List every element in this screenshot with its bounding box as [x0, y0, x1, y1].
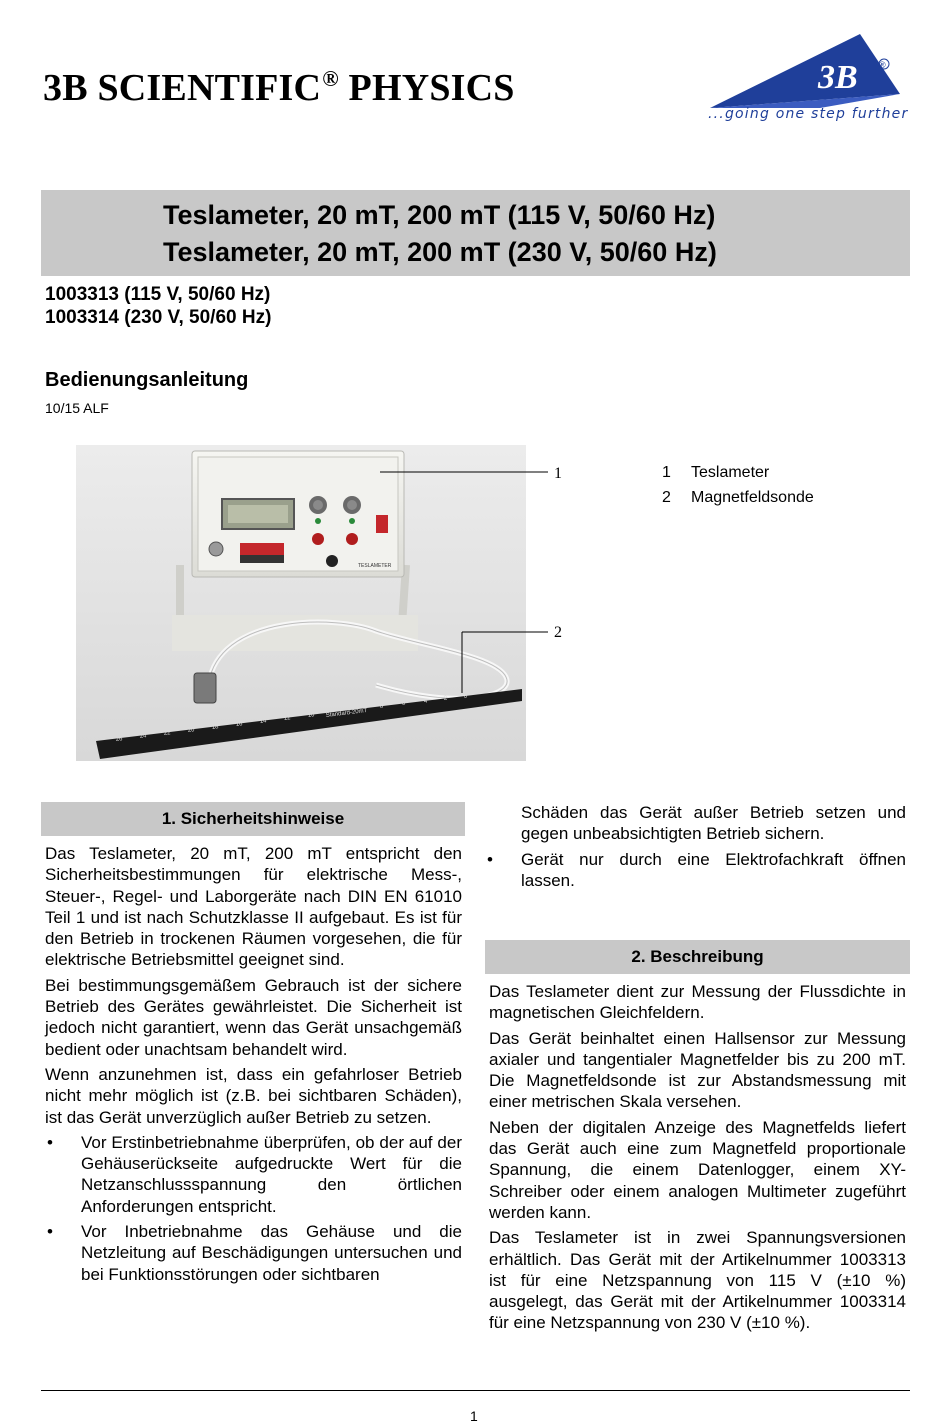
paragraph: Neben der digitalen Anzeige des Magnetfelds liefert das Gerät auch eine zum Magnetfeld proportionale Spannung, die einem Datenlogger, einem XY-Schreiber oder einem analogen Multimeter zugeführt werden kann. — [489, 1117, 906, 1222]
section-heading-safety: 1. Sicherheitshinweise — [41, 802, 465, 836]
paragraph: Wenn anzunehmen ist, dass ein gefahrloser Betrieb nicht mehr möglich ist (z.B. bei sichtbaren Schäden), ist das Gerät unverzüglich außer Betrieb zu setzen. — [45, 1064, 462, 1127]
paragraph: Das Gerät beinhaltet einen Hallsensor zur Messung axialer und tangentialer Magnetfelder bis zu 200 mT. Die Magnetfeldsonde ist zur Abstandsmessung mit einer metrischen Skala versehen. — [489, 1028, 906, 1112]
svg-text:8: 8 — [379, 703, 384, 710]
article-number-1: 1003313 (115 V, 50/60 Hz) — [45, 284, 271, 305]
right-column — [489, 981, 906, 1338]
section-heading-description: 2. Beschreibung — [485, 940, 910, 974]
article-number-2: 1003314 (230 V, 50/60 Hz) — [45, 307, 272, 328]
svg-text:18: 18 — [211, 724, 219, 731]
svg-text:2: 2 — [443, 695, 448, 702]
svg-text:10: 10 — [307, 712, 315, 719]
title-line-2: Teslameter, 20 mT, 200 mT (230 V, 50/60 Hz) — [163, 237, 717, 267]
svg-text:20: 20 — [187, 727, 195, 734]
svg-text:26: 26 — [115, 736, 123, 743]
logo-text: 3B — [818, 59, 858, 96]
list-item: • Vor Erstinbetriebnahme überprüfen, ob der auf der Gehäuserückseite aufgedruckte Wert für die Netzanschlussspannung den örtlichen Anforderungen entspricht. — [47, 1132, 462, 1216]
brand-name: 3B SCIENTIFIC — [43, 67, 322, 109]
paragraph: Bei bestimmungsgemäßem Gebrauch ist der sichere Betrieb des Gerätes gewährleistet. Die Sicherheit ist jedoch nicht garantiert, wenn das Gerät unsachgemäß bedient oder unachtsam behandelt wird. — [45, 975, 462, 1059]
callout-1: 1 — [554, 465, 562, 482]
svg-text:6: 6 — [401, 700, 406, 707]
list-item: • Vor Inbetriebnahme das Gehäuse und die Netzleitung auf Beschädigungen untersuchen und bei Funktionsstörungen oder sichtbaren — [47, 1222, 462, 1284]
title-line-1: Teslameter, 20 mT, 200 mT (115 V, 50/60 Hz) — [163, 200, 716, 230]
manual-title: Bedienungsanleitung — [45, 369, 249, 391]
svg-text:22: 22 — [163, 730, 171, 737]
device-label: TESLAMETER — [358, 563, 392, 569]
paragraph: Das Teslameter dient zur Messung der Flussdichte in magnetischen Gleichfeldern. — [489, 982, 906, 1023]
legend-label: Magnetfeldsonde — [691, 489, 814, 506]
legend-label: Teslameter — [691, 464, 770, 481]
svg-text:14: 14 — [259, 718, 267, 725]
page-number: 1 — [470, 1408, 478, 1424]
svg-text:4: 4 — [423, 698, 428, 705]
list-item-continuation: Schäden das Gerät außer Betrieb setzen und gegen unbeabsichtigten Betrieb sichern. — [521, 803, 906, 844]
svg-text:16: 16 — [235, 721, 243, 728]
legend-number: 1 — [662, 464, 671, 481]
footer-divider — [41, 1390, 910, 1391]
version-code: 10/15 ALF — [45, 400, 109, 416]
brand-suffix: PHYSICS — [348, 67, 515, 109]
svg-text:24: 24 — [139, 733, 147, 740]
bullet-list — [485, 849, 906, 892]
paragraph: Das Teslameter, 20 mT, 200 mT entspricht den Sicherheitsbestimmungen für elektrische Mess-, Steuer-, Regel- und Laborgeräte nach DIN EN 61010 Teil 1 und ist nach Schutzklasse II aufgebaut. Es ist für den Betrieb in trockenen Räumen vorgesehen, die für elektrische Betriebsmittel geeignet sind. — [45, 844, 462, 970]
list-item: • Gerät nur durch eine Elektrofachkraft öffnen lassen. — [487, 849, 906, 890]
paragraph: Das Teslameter ist in zwei Spannungsversionen erhältlich. Das Gerät mit der Artikelnummer 1003313 ist für eine Netzspannung von 115 V (±10 %) ausgelegt, das Gerät mit der Artikelnummer 1003314 für eine Netzspannung von 230 V (±10 %). — [489, 1228, 906, 1333]
svg-text:12: 12 — [283, 715, 291, 722]
svg-text:0: 0 — [463, 693, 468, 700]
legend-number: 2 — [662, 489, 671, 506]
tagline: ...going one step further — [708, 106, 909, 122]
logo-registered: ® — [879, 60, 886, 70]
registered-mark: ® — [322, 66, 339, 91]
legend-item — [662, 464, 769, 482]
callout-2: 2 — [554, 624, 562, 641]
left-column — [45, 843, 462, 1289]
bullet-list — [45, 1132, 462, 1285]
legend-item — [662, 489, 814, 507]
probe-label: Standard-20mT — [325, 707, 368, 719]
right-column-top — [485, 802, 906, 895]
